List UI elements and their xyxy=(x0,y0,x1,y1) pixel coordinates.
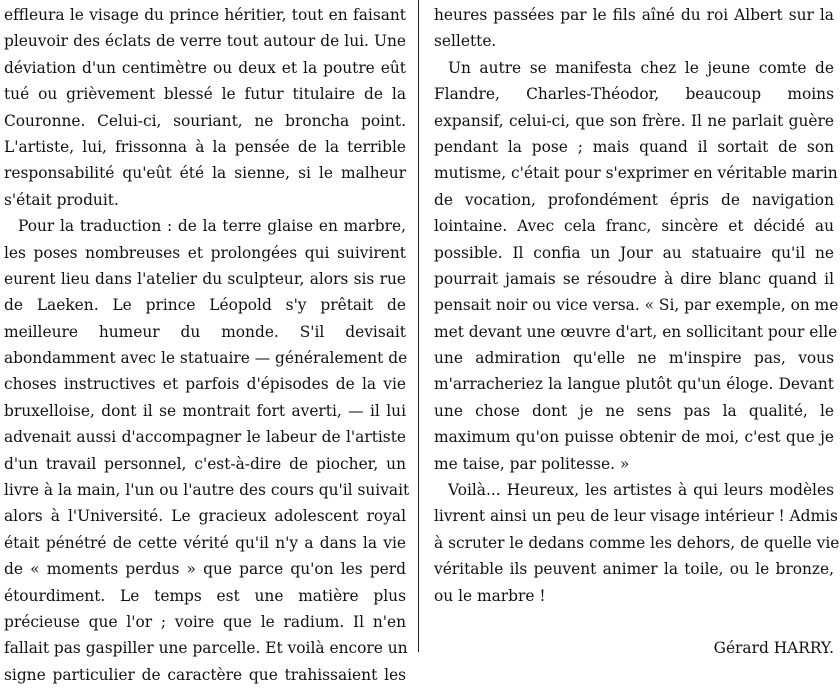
left-line: de « moments perdus » que parce qu'on les perd xyxy=(4,560,406,579)
left-line: Couronne. Celui-ci, souriant, ne broncha point. xyxy=(4,111,406,130)
left-line: abondamment avec le statuaire — généralement de xyxy=(4,349,408,368)
left-line: L'artiste, lui, frissonna à la pensée de la terrible xyxy=(4,137,406,156)
left-line: s'était produit. xyxy=(4,190,119,209)
right-line: possible. Il confia un Jour au statuaire qu'il ne xyxy=(434,243,834,262)
left-line: tué ou grièvement blessé le futur titulaire de la xyxy=(4,85,406,104)
right-line: une admiration qu'elle ne m'inspire pas, vous xyxy=(434,349,834,368)
right-line: Voilà... Heureux, les artistes à qui leurs modèles xyxy=(448,481,834,500)
right-line: met devant une œuvre d'art, en sollicitant pour elle xyxy=(434,322,838,341)
left-line: précieuse que l'or ; voire que le radium. Il n'en xyxy=(4,612,406,631)
right-line: expansif, celui-ci, que son frère. Il ne parlait guère xyxy=(434,111,834,130)
left-line: déviation d'un centimètre ou deux et la poutre eût xyxy=(4,58,406,77)
right-line: maximum qu'on puisse obtenir de moi, c'est que je xyxy=(434,428,834,447)
column-divider xyxy=(418,0,419,652)
left-line: les poses nombreuses et prolongées qui suivirent xyxy=(4,243,406,262)
left-line: effleura le visage du prince héritier, tout en faisant xyxy=(4,6,406,24)
left-line: étourdiment. Le temps est une matière plus xyxy=(4,586,406,605)
left-line: d'un travail personnel, c'est-à-dire de piocher, un xyxy=(4,454,406,473)
right-line: de vocation, profondément épris de navigation xyxy=(434,190,834,209)
left-line: responsabilité qu'eût été la sienne, si le malheur xyxy=(4,164,406,183)
right-column-lines xyxy=(434,2,840,609)
author-signature: Gérard HARRY. xyxy=(713,639,834,658)
left-line: choses instructives et parfois d'épisodes de la vie xyxy=(4,375,406,394)
left-line: de Laeken. Le prince Léopold s'y prêtait de xyxy=(4,296,406,315)
right-line: sellette. xyxy=(434,32,497,51)
left-line: advenait aussi d'accompagner le labeur de l'artiste xyxy=(4,428,406,447)
right-line: lointaine. Avec cela franc, sincère et décidé au xyxy=(434,217,834,236)
left-line: pleuvoir des éclats de verre tout autour de lui. Une xyxy=(4,32,406,51)
left-line: eurent lieu dans l'atelier du sculpteur, alors sis rue xyxy=(4,269,406,288)
right-line: pourrait jamais se résoudre à dire blanc quand il xyxy=(434,269,834,288)
left-line: signe particulier de caractère que trahissaient les xyxy=(4,665,406,684)
right-line: pensait noir ou vice versa. « Si, par exemple, on me xyxy=(434,296,839,315)
right-line: Flandre, Charles-Théodor, beaucoup moins xyxy=(434,85,834,104)
left-line: meilleure humeur du monde. S'il devisait xyxy=(4,322,406,341)
right-line: Un autre se manifesta chez le jeune comte de xyxy=(448,58,834,77)
signature-spacer xyxy=(434,609,834,635)
left-line: alors à l'Université. Le gracieux adolescent royal xyxy=(4,507,406,526)
left-line: livre à la main, l'un ou l'autre des cours qu'il suivait xyxy=(4,481,410,500)
right-line: me taise, par politesse. » xyxy=(434,454,630,473)
right-line: véritable ils peuvent animer la toile, ou le bronze, xyxy=(434,560,834,579)
left-text-column xyxy=(4,2,410,688)
left-line: bruxelloise, dont il se montrait fort averti, — il lui xyxy=(4,401,406,420)
left-line: fallait pas gaspiller une parcelle. Et voilà encore un xyxy=(4,639,408,658)
right-line: ou le marbre ! xyxy=(434,586,546,605)
right-line: heures passées par le fils aîné du roi Albert sur la xyxy=(434,6,834,24)
left-line: était pénétré de cette vérité qu'il n'y a dans la vie xyxy=(4,533,406,552)
right-line: pendant la pose ; mais quand il sortait de son xyxy=(434,137,834,156)
right-line: livrent ainsi un peu de leur visage intérieur ! Admis xyxy=(434,507,838,526)
right-line: mutisme, c'était pour s'exprimer en véritable marin xyxy=(434,164,838,183)
right-line: m'arracheriez la langue plutôt qu'un éloge. Devant xyxy=(434,375,834,394)
right-line: une chose dont je ne sens pas la qualité, le xyxy=(434,401,834,420)
right-text-column xyxy=(434,2,840,662)
left-line: Pour la traduction : de la terre glaise en marbre, xyxy=(18,217,406,236)
right-line: à scruter le dedans comme les dehors, de quelle vie xyxy=(434,533,840,552)
